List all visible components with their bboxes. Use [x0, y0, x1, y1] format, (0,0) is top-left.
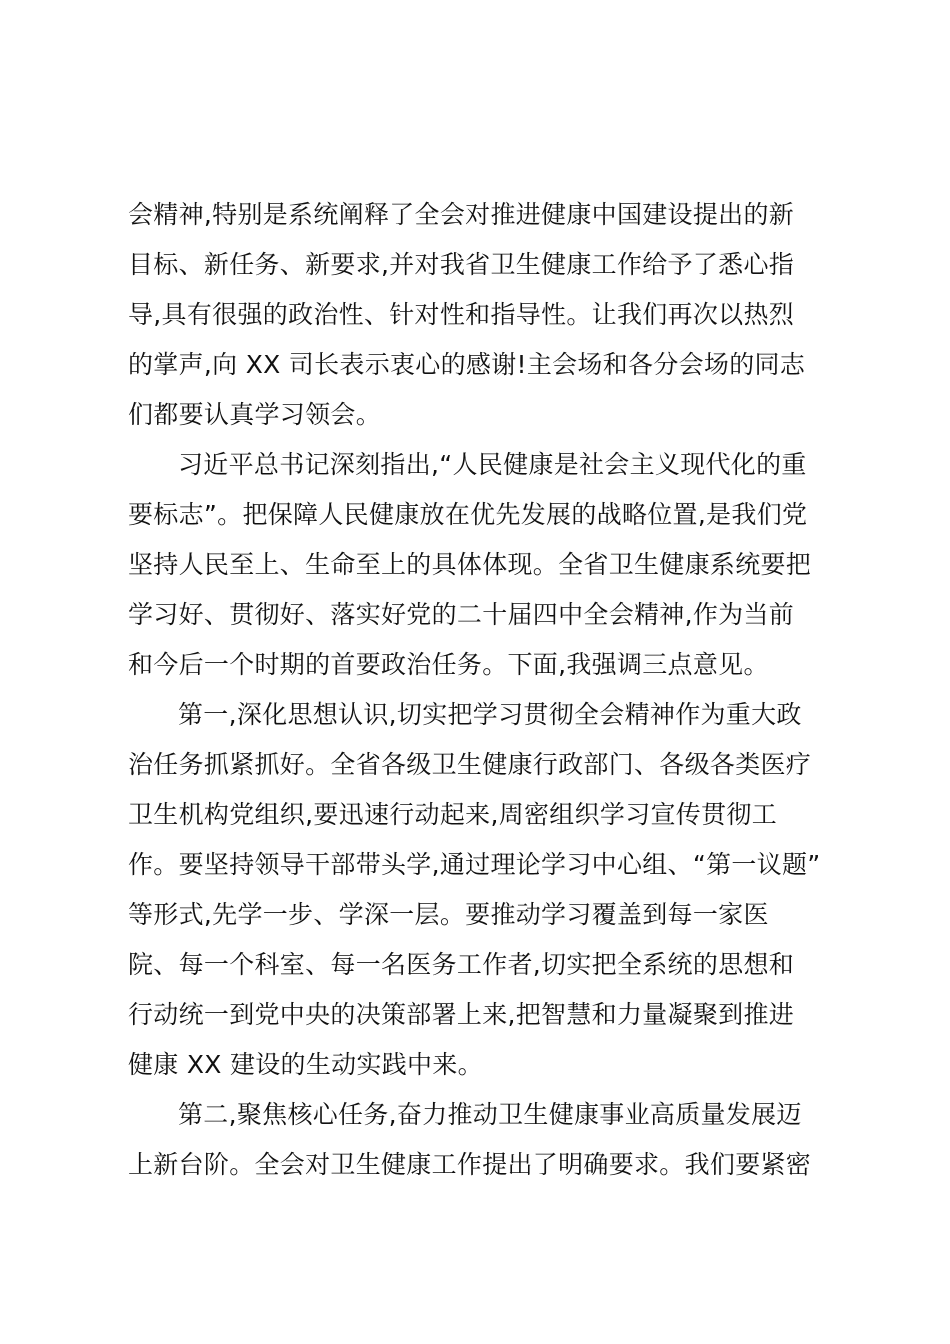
- text-line: 作。要坚持领导干部带头学,通过理论学习中心组、“第一议题”: [128, 850, 821, 879]
- text-line: 学习好、贯彻好、落实好党的二十届四中全会精神,作为当前: [128, 600, 795, 629]
- paragraph-point-one: [128, 690, 828, 1090]
- text-line: 等形式,先学一步、学深一层。要推动学习覆盖到每一家医: [128, 900, 769, 929]
- text-line: 习近平总书记深刻指出,“人民健康是社会主义现代化的重: [178, 450, 807, 479]
- text-line: 院、每一个科室、每一名医务工作者,切实把全系统的思想和: [128, 950, 795, 979]
- text-line: 卫生机构党组织,要迅速行动起来,周密组织学习宣传贯彻工: [128, 800, 777, 829]
- text-line: 导,具有很强的政治性、针对性和指导性。让我们再次以热烈: [128, 300, 795, 329]
- text-line: 的掌声,向 XX 司长表示衷心的感谢!主会场和各分会场的同志: [128, 350, 806, 379]
- text-line: 坚持人民至上、生命至上的具体体现。全省卫生健康系统要把: [128, 550, 812, 579]
- text-line: 行动统一到党中央的决策部署上来,把智慧和力量凝聚到推进: [128, 1000, 795, 1029]
- text-line: 和今后一个时期的首要政治任务。下面,我强调三点意见。: [128, 650, 769, 679]
- text-line: 们都要认真学习领会。: [128, 400, 382, 429]
- text-line: 第二,聚焦核心任务,奋力推动卫生健康事业高质量发展迈: [178, 1100, 802, 1129]
- text-line: 第一,深化思想认识,切实把学习贯彻全会精神作为重大政: [178, 700, 802, 729]
- paragraph-xi-quote: [128, 440, 828, 690]
- document-body: [128, 190, 828, 1190]
- paragraph-continuation: [128, 190, 828, 440]
- paragraph-point-two: [128, 1090, 828, 1190]
- text-line: 健康 XX 建设的生动实践中来。: [128, 1050, 483, 1079]
- text-line: 上新台阶。全会对卫生健康工作提出了明确要求。我们要紧密: [128, 1150, 812, 1179]
- text-line: 目标、新任务、新要求,并对我省卫生健康工作给予了悉心指: [128, 250, 795, 279]
- text-line: 会精神,特别是系统阐释了全会对推进健康中国建设提出的新: [128, 200, 795, 229]
- text-line: 治任务抓紧抓好。全省各级卫生健康行政部门、各级各类医疗: [128, 750, 812, 779]
- text-line: 要标志”。把保障人民健康放在优先发展的战略位置,是我们党: [128, 500, 808, 529]
